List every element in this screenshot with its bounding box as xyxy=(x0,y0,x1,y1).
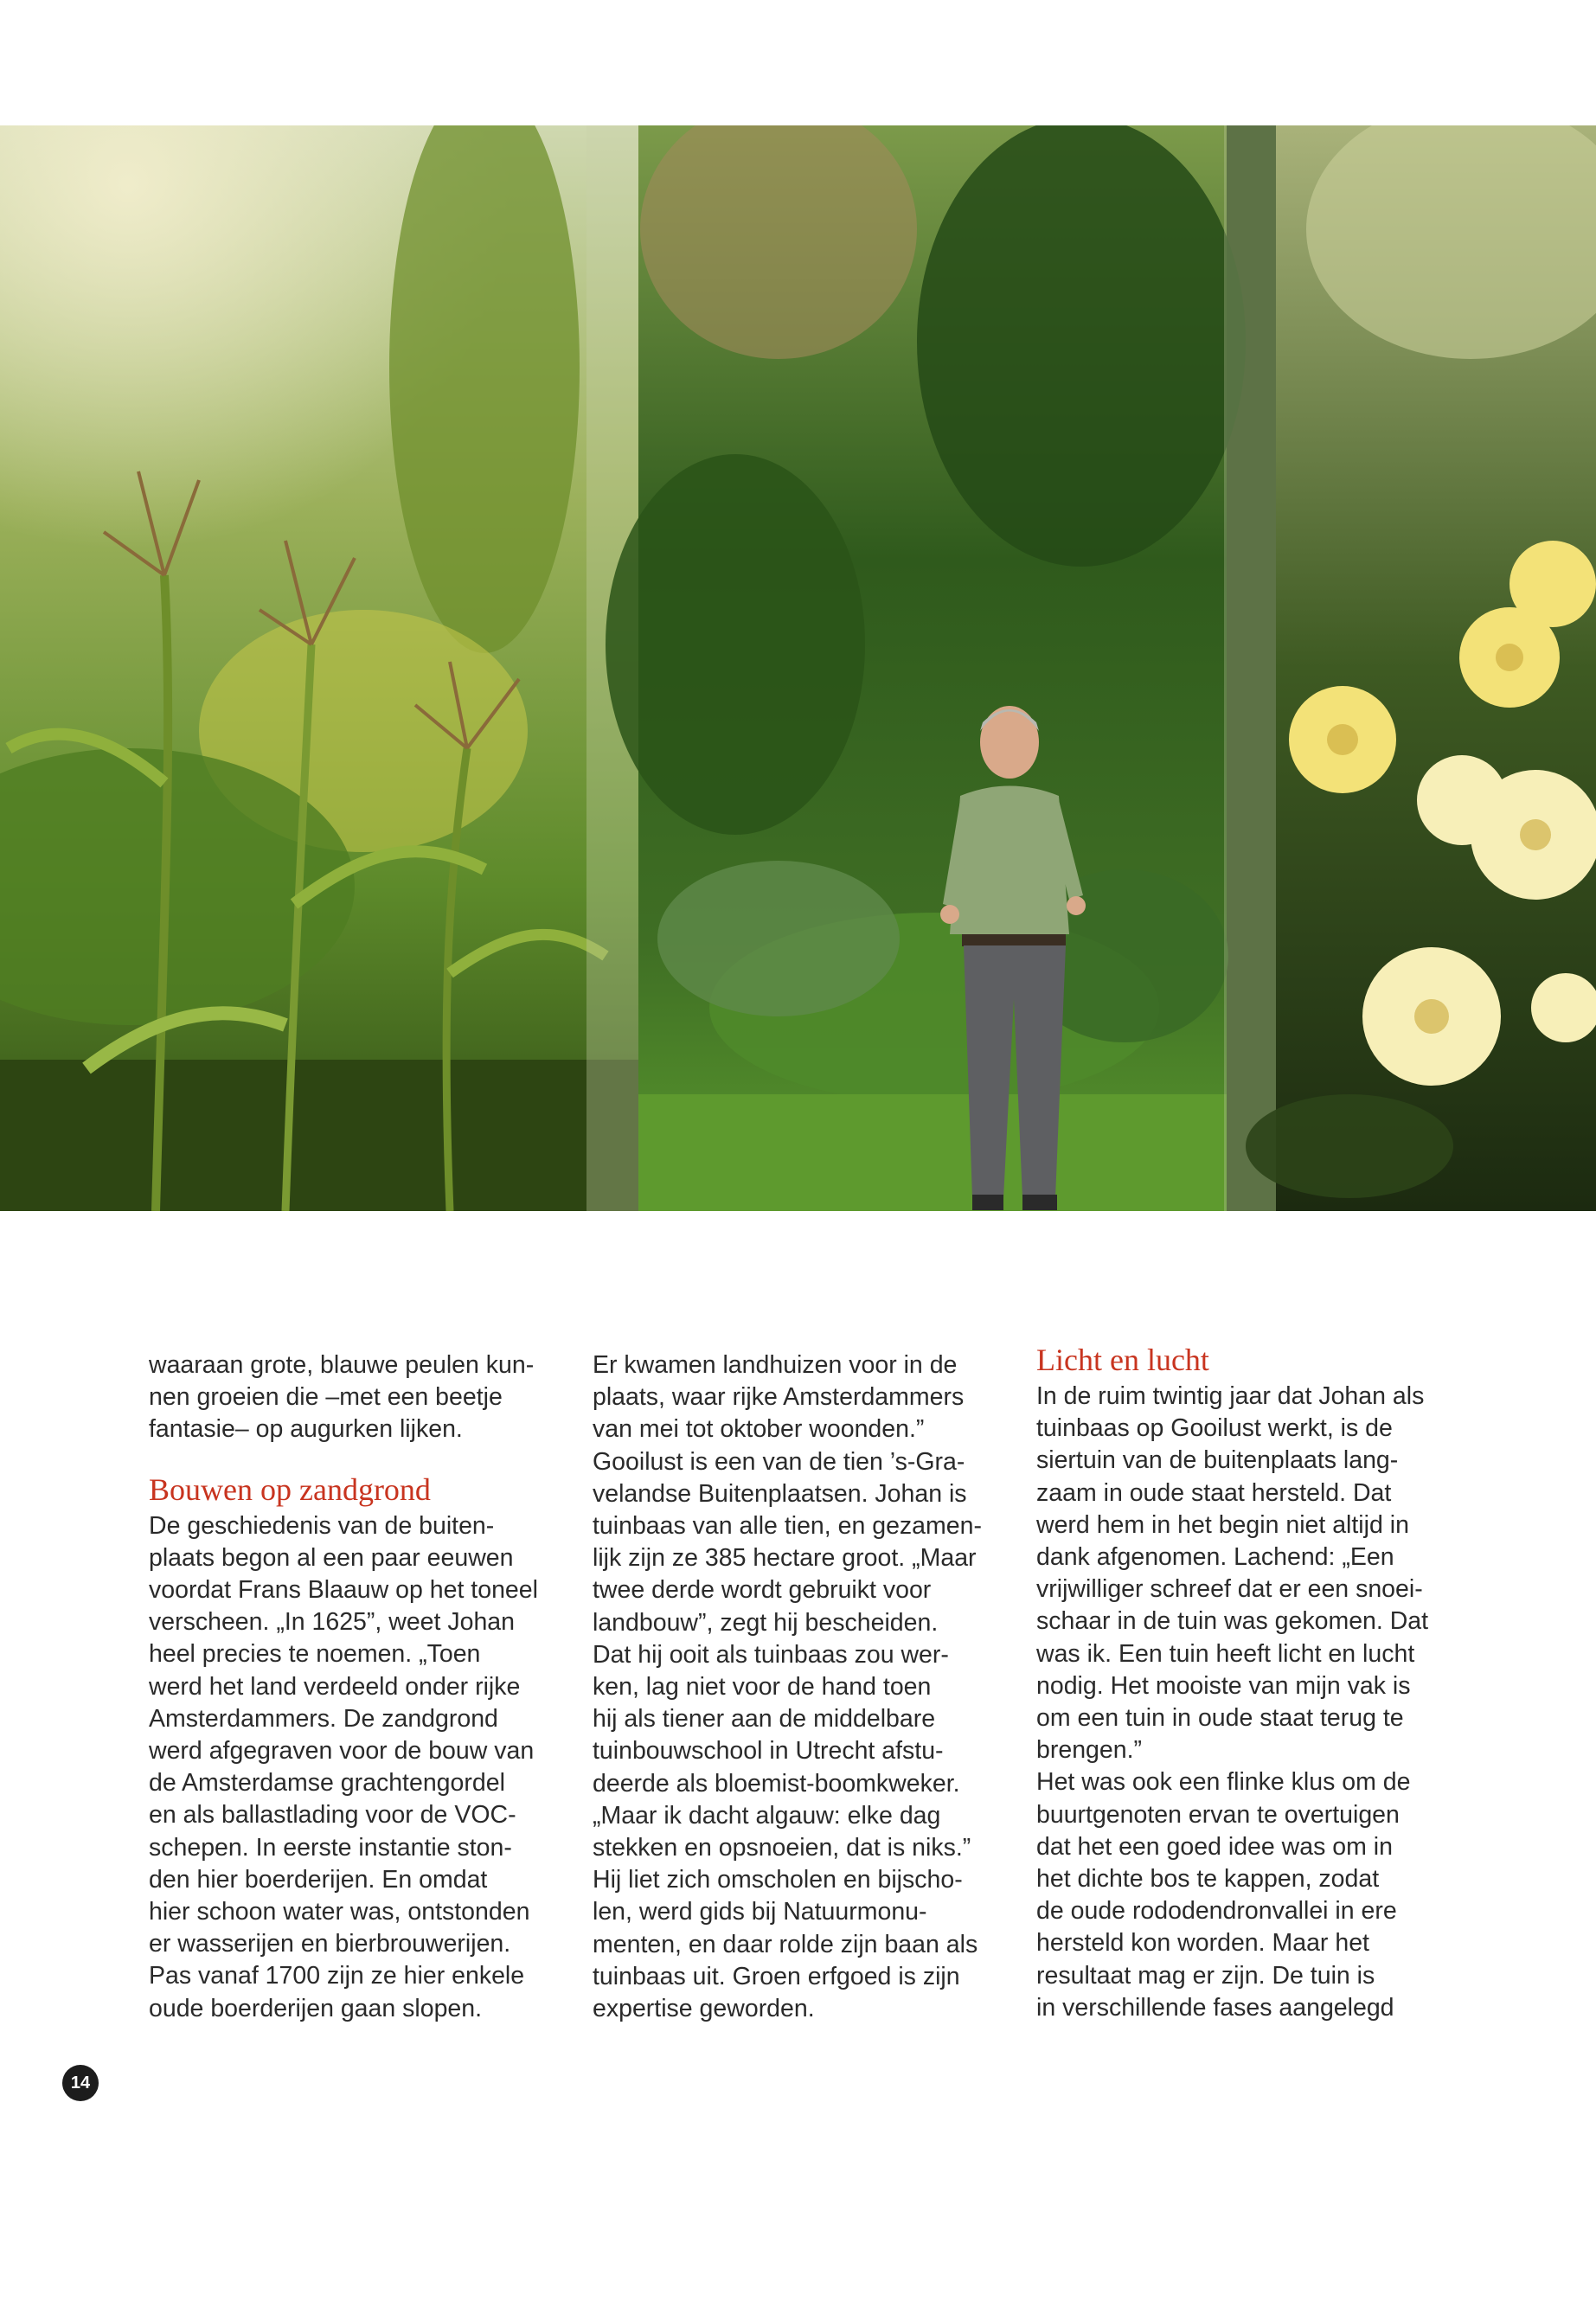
photo-divider-right xyxy=(1224,125,1276,1211)
text-line: Pas vanaf 1700 zijn ze hier enkele xyxy=(149,1962,525,1990)
column-3-body xyxy=(1036,1381,1450,2024)
text-line: tuinbaas van alle tien, en gezamen- xyxy=(593,1512,982,1541)
photo-right-roses xyxy=(1246,125,1596,1211)
text-line: plaats begon al een paar eeuwen xyxy=(149,1543,514,1572)
article-column-3 xyxy=(1036,1343,1450,2024)
text-line: hier schoon water was, ontstonden xyxy=(149,1898,530,1926)
text-line: de oude rododendronvallei in ere xyxy=(1036,1897,1397,1926)
text-line: „Maar ik dacht algauw: elke dag xyxy=(593,1801,941,1830)
text-line: tuinbouwschool in Utrecht afstu- xyxy=(593,1737,944,1766)
text-line: Hij liet zich omscholen en bijscho- xyxy=(593,1866,963,1894)
text-line: Gooilust is een van de tien ’s-Gra- xyxy=(593,1447,965,1476)
text-line: stekken en opsnoeien, dat is niks.” xyxy=(593,1834,971,1862)
text-line: zaam in oude staat hersteld. Dat xyxy=(1036,1478,1392,1507)
text-line: dat het een goed idee was om in xyxy=(1036,1832,1393,1861)
text-line: de Amsterdamse grachtengordel xyxy=(149,1769,505,1798)
text-line: ken, lag niet voor de hand toen xyxy=(593,1673,932,1702)
text-line: vrijwilliger schreef dat er een snoei- xyxy=(1036,1575,1423,1604)
text-line: siertuin van de buitenplaats lang- xyxy=(1036,1446,1399,1475)
text-line: dank afgenomen. Lachend: „Een xyxy=(1036,1543,1394,1572)
text-line: hersteld kon worden. Maar het xyxy=(1036,1929,1369,1958)
text-line: voordat Frans Blaauw op het toneel xyxy=(149,1576,538,1605)
text-line: buurtgenoten ervan te overtuigen xyxy=(1036,1800,1400,1829)
text-line: om een tuin in oude staat terug te xyxy=(1036,1704,1404,1733)
text-line: velandse Buitenplaatsen. Johan is xyxy=(593,1479,967,1508)
text-line: Amsterdammers. De zandgrond xyxy=(149,1704,498,1733)
text-line: plaats, waar rijke Amsterdammers xyxy=(593,1383,965,1412)
page-number-badge: 14 xyxy=(62,2065,99,2101)
text-line: tuinbaas op Gooilust werkt, is de xyxy=(1036,1414,1393,1443)
text-line: tuinbaas uit. Groen erfgoed is zijn xyxy=(593,1962,960,1990)
text-line: er wasserijen en bierbrouwerijen. xyxy=(149,1930,511,1958)
text-line: het dichte bos te kappen, zodat xyxy=(1036,1865,1380,1894)
text-line: Er kwamen landhuizen voor in de xyxy=(593,1351,958,1379)
article-column-2 xyxy=(593,1349,1006,2025)
text-line: verscheen. „In 1625”, weet Johan xyxy=(149,1608,516,1637)
text-line: In de ruim twintig jaar dat Johan als xyxy=(1036,1382,1425,1410)
text-line: werd hem in het begin niet altijd in xyxy=(1036,1510,1409,1539)
text-line: oude boerderijen gaan slopen. xyxy=(149,1994,483,2022)
text-line: nen groeien die –met een beetje xyxy=(149,1383,503,1412)
text-line: lijk zijn ze 385 hectare groot. „Maar xyxy=(593,1544,977,1573)
text-line: schaar in de tuin was gekomen. Dat xyxy=(1036,1607,1429,1636)
column-1-body xyxy=(149,1510,562,2025)
text-line: resultaat mag er zijn. De tuin is xyxy=(1036,1961,1375,1990)
text-line: en als ballastlading voor de VOC- xyxy=(149,1801,516,1830)
text-line: van mei tot oktober woonden.” xyxy=(593,1415,925,1444)
text-line: landbouw”, zegt hij bescheiden. xyxy=(593,1608,939,1637)
text-line: heel precies te noemen. „Toen xyxy=(149,1640,481,1669)
text-line: len, werd gids bij Natuurmonu- xyxy=(593,1898,927,1926)
text-line: werd afgegraven voor de bouw van xyxy=(149,1737,535,1766)
section-heading-bouwen-op-zandgrond: Bouwen op zandgrond xyxy=(149,1471,431,1507)
column-2-body xyxy=(593,1349,1006,2025)
photo-strip xyxy=(0,125,1596,1211)
text-line: hij als tiener aan de middelbare xyxy=(593,1705,936,1734)
section-heading-licht-en-lucht: Licht en lucht xyxy=(1036,1343,1209,1377)
text-line: twee derde wordt gebruikt voor xyxy=(593,1576,932,1605)
text-line: in verschillende fases aangelegd xyxy=(1036,1993,1394,2022)
photo-left-maize xyxy=(0,125,640,1211)
text-line: nodig. Het mooiste van mijn vak is xyxy=(1036,1671,1411,1700)
text-line: expertise geworden. xyxy=(593,1995,815,2023)
text-line: Het was ook een flinke klus om de xyxy=(1036,1768,1411,1797)
text-line: fantasie– op augurken lijken. xyxy=(149,1415,463,1444)
column-1-intro xyxy=(149,1349,562,1446)
article-column-1 xyxy=(149,1349,562,2025)
text-line: brengen.” xyxy=(1036,1736,1143,1765)
text-line: was ik. Een tuin heeft licht en lucht xyxy=(1036,1639,1415,1668)
photo-center-gardener xyxy=(606,125,1246,1211)
text-line: werd het land verdeeld onder rijke xyxy=(149,1672,521,1701)
text-line: De geschiedenis van de buiten- xyxy=(149,1511,495,1540)
text-line: menten, en daar rolde zijn baan als xyxy=(593,1930,978,1958)
text-line: Dat hij ooit als tuinbaas zou wer- xyxy=(593,1640,949,1669)
text-line: deerde als bloemist-boomkweker. xyxy=(593,1769,960,1798)
text-line: den hier boerderijen. En omdat xyxy=(149,1865,488,1894)
text-line: waaraan grote, blauwe peulen kun- xyxy=(149,1351,535,1379)
text-line: schepen. In eerste instantie ston- xyxy=(149,1833,512,1862)
